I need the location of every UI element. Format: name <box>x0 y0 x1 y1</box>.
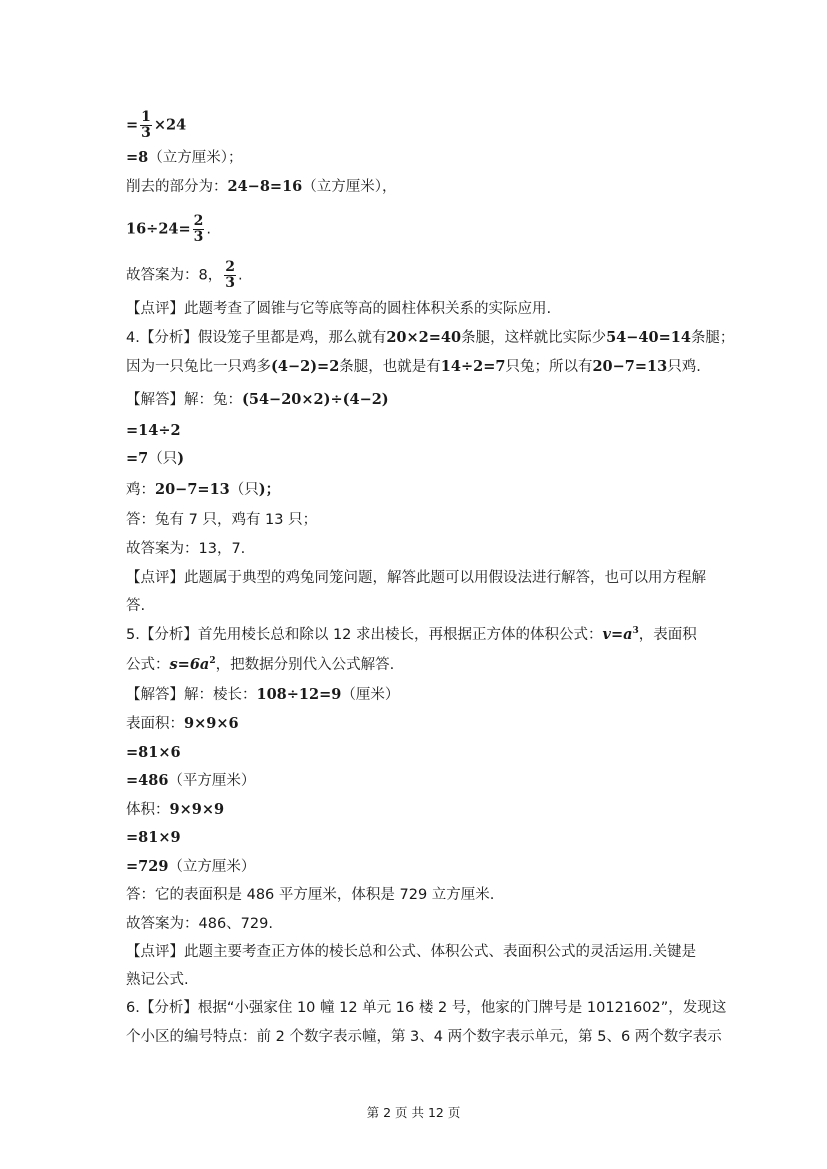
analysis-5-line-1: 5.【分析】首先用棱长总和除以 12 求出棱长，再根据正方体的体积公式：$v=a^3$，表面积 <box>126 626 697 643</box>
comment-4-line-1: 【点评】此题属于典型的鸡兔同笼问题，解答此题可以用假设法进行解答，也可以用方程解 <box>126 570 706 586</box>
ratio-line: 16÷24= $\frac{2}{3}$ . <box>126 213 212 245</box>
cut-volume-line: 削去的部分为：24−8=16（立方厘米）， <box>126 178 397 195</box>
fraction-answer: $\frac{2}{3}$ <box>225 259 235 291</box>
analysis-6-line-1: 6.【分析】根据“小强家住 10 幢 12 单元 16 楼 2 号，他家的门牌号是 10121602”，发现这 <box>126 1000 727 1016</box>
analysis-4-line-1: 4.【分析】假设笼子里都是鸡，那么就有20×2=40条腿，这样就比实际少54−40=14条腿； <box>126 329 735 346</box>
volume-result: =729（立方厘米） <box>126 858 256 875</box>
answer-5: 答：它的表面积是 486 平方厘米，体积是 729 立方厘米. <box>126 887 495 903</box>
fraction-one-third: $\frac{1}{3}$ <box>141 109 151 141</box>
comment-3: 【点评】此题考查了圆锥与它等底等高的圆柱体积关系的实际应用. <box>126 301 552 317</box>
solution-4-line-3: =7（只) <box>126 450 185 467</box>
surface-area-step: =81×6 <box>126 744 181 761</box>
surface-area-result: =486（平方厘米） <box>126 772 256 789</box>
formula-line-2: =8（立方厘米）； <box>126 149 243 166</box>
final-answer-4: 故答案为：13，7. <box>126 541 246 557</box>
comment-5-line-2: 熟记公式. <box>126 972 189 988</box>
solution-5-line-1: 【解答】解：棱长：108÷12=9（厘米） <box>126 686 400 703</box>
answer-line-3: 故答案为：8， $\frac{2}{3}$ . <box>126 259 243 291</box>
comment-4-line-2: 答. <box>126 598 146 614</box>
volume-line: 体积：9×9×9 <box>126 801 225 818</box>
formula-line-1: = $\frac{1}{3}$ ×24 <box>126 109 187 141</box>
analysis-6-line-2: 个小区的编号特点：前 2 个数字表示幢，第 3、4 两个数字表示单元，第 5、6 两个数字表示 <box>126 1029 722 1045</box>
comment-5-line-1: 【点评】此题主要考查正方体的棱长总和公式、体积公式、表面积公式的灵活运用.关键是 <box>126 944 697 960</box>
solution-4-line-2: =14÷2 <box>126 422 181 439</box>
volume-step: =81×9 <box>126 829 181 846</box>
solution-4-line-1: 【解答】解：兔：(54−20×2)÷(4−2) <box>126 391 389 408</box>
page-footer: 第 2 页 共 12 页 <box>366 1105 461 1120</box>
surface-area-line: 表面积：9×9×6 <box>126 715 239 732</box>
answer-4: 答：兔有 7 只，鸡有 13 只； <box>126 512 318 528</box>
fraction-two-thirds: $\frac{2}{3}$ <box>193 213 204 245</box>
solution-4-line-4: 鸡：20−7=13（只)； <box>126 481 281 498</box>
final-answer-5: 故答案为：486、729. <box>126 916 273 932</box>
analysis-5-line-2: 公式：$s=6a^2$，把数据分别代入公式解答. <box>126 656 395 673</box>
analysis-4-line-2: 因为一只兔比一只鸡多(4−2)=2条腿，也就是有14÷2=7只兔；所以有20−7=13只鸡. <box>126 358 701 375</box>
